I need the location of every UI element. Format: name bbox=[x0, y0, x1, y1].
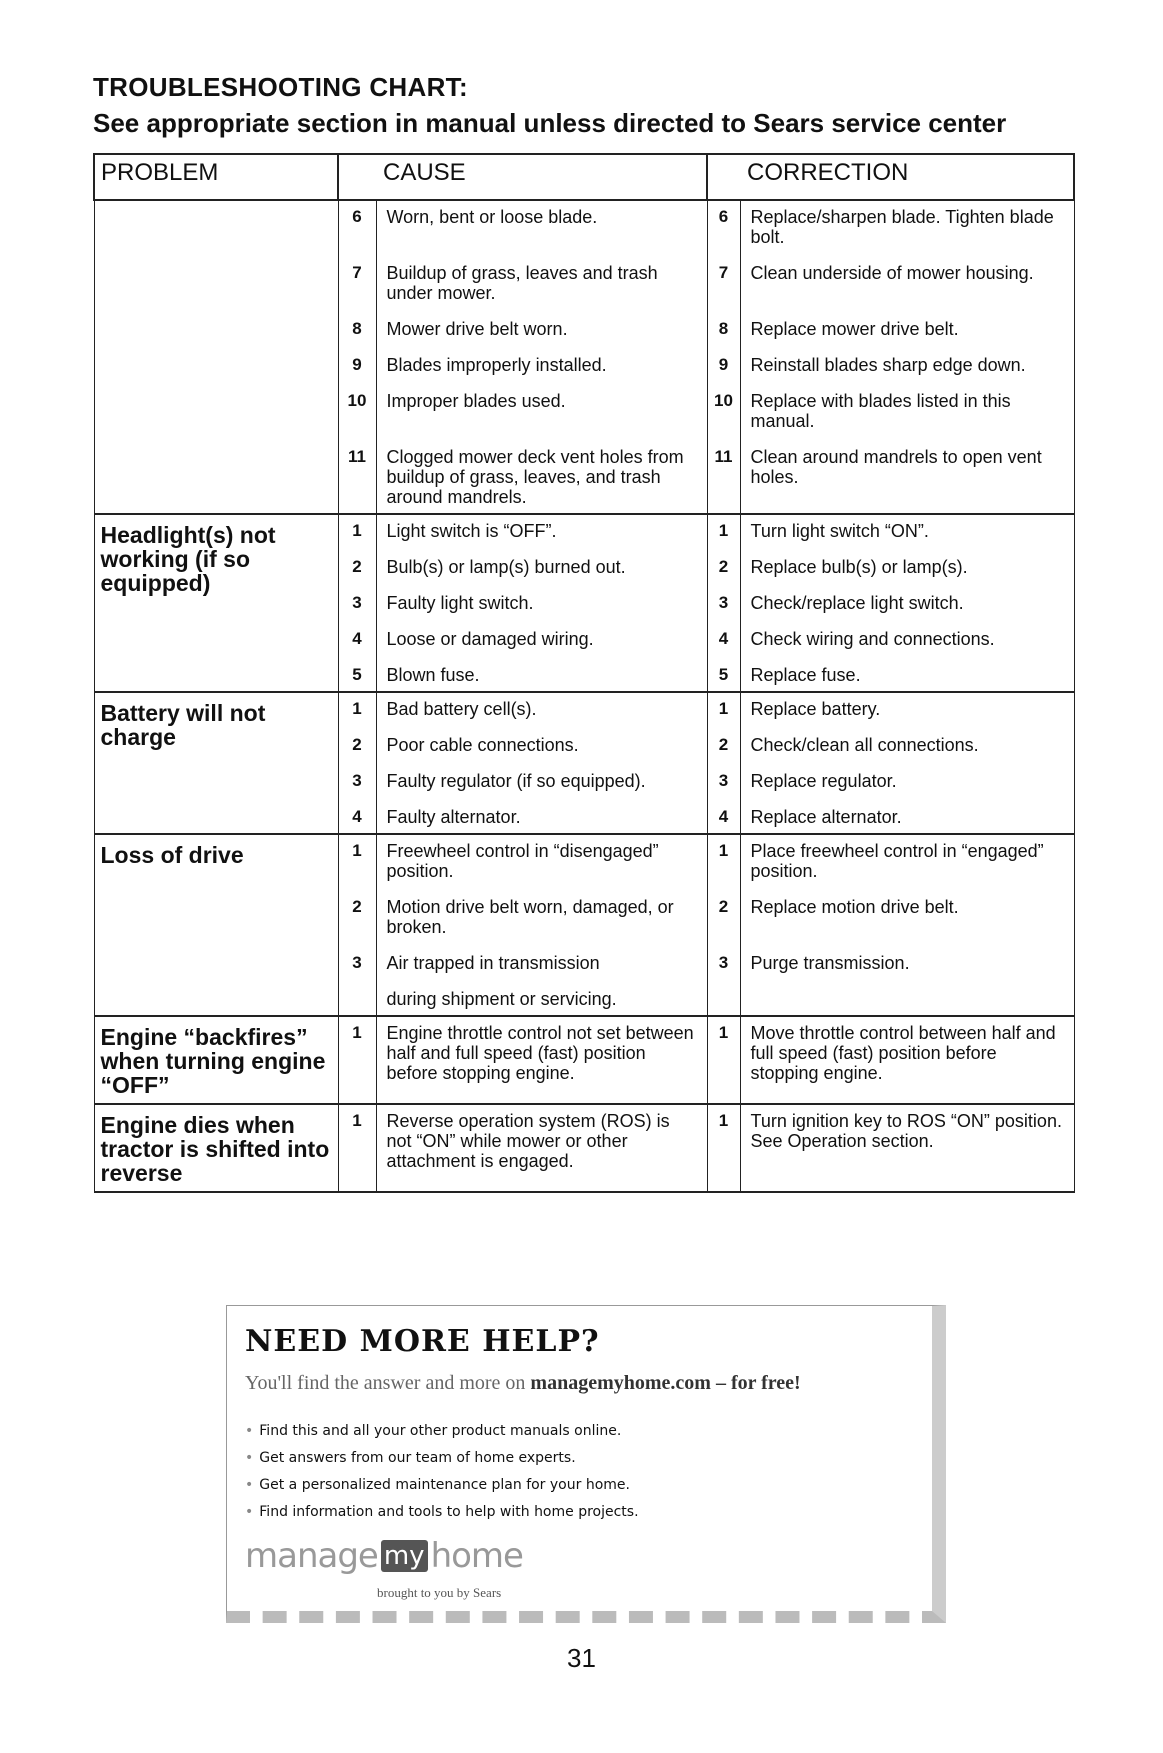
cause-cell: Bulb(s) or lamp(s) burned out. bbox=[376, 551, 707, 587]
table-row bbox=[94, 200, 1074, 257]
cause-cell: during shipment or servicing. bbox=[376, 983, 707, 1016]
problem-cell: Headlight(s) not working (if so equipped) bbox=[94, 514, 338, 692]
correction-cell bbox=[740, 983, 1074, 1016]
cause-number: 3 bbox=[338, 947, 376, 983]
table-row bbox=[94, 1016, 1074, 1104]
page-number: 31 bbox=[567, 1643, 596, 1673]
cause-number: 7 bbox=[338, 257, 376, 313]
cause-cell: Blades improperly installed. bbox=[376, 349, 707, 385]
correction-number: 3 bbox=[707, 765, 740, 801]
header-problem: PROBLEM bbox=[94, 154, 338, 200]
correction-cell: Replace with blades listed in this manual. bbox=[740, 385, 1074, 441]
cause-number: 4 bbox=[338, 801, 376, 834]
correction-cell: Replace/sharpen blade. Tighten blade bolt. bbox=[740, 200, 1074, 257]
problem-section bbox=[94, 692, 1074, 834]
managemyhome-logo: manage my home bbox=[245, 1536, 523, 1576]
problem-cell: Loss of drive bbox=[94, 834, 338, 1016]
cause-cell: Improper blades used. bbox=[376, 385, 707, 441]
correction-number: 11 bbox=[707, 441, 740, 514]
correction-cell: Reinstall blades sharp edge down. bbox=[740, 349, 1074, 385]
correction-cell: Check/replace light switch. bbox=[740, 587, 1074, 623]
cause-number: 3 bbox=[338, 765, 376, 801]
cause-number: 11 bbox=[338, 441, 376, 514]
correction-cell: Replace alternator. bbox=[740, 801, 1074, 834]
help-subtitle-lead: You'll find the answer and more on bbox=[245, 1372, 526, 1394]
correction-number: 3 bbox=[707, 587, 740, 623]
cause-number: 5 bbox=[338, 659, 376, 692]
correction-cell: Replace battery. bbox=[740, 692, 1074, 729]
cause-number: 2 bbox=[338, 891, 376, 947]
correction-cell: Check wiring and connections. bbox=[740, 623, 1074, 659]
correction-cell: Replace fuse. bbox=[740, 659, 1074, 692]
help-title: NEED MORE HELP? bbox=[245, 1324, 600, 1359]
cause-cell: Reverse operation system (ROS) is not “ON” while mower or other attachment is engaged. bbox=[376, 1104, 707, 1192]
correction-cell: Turn ignition key to ROS “ON” position. See Operation section. bbox=[740, 1104, 1074, 1192]
list-item: • Get a personalized maintenance plan for your home. bbox=[245, 1472, 639, 1499]
correction-cell: Replace motion drive belt. bbox=[740, 891, 1074, 947]
correction-cell: Replace regulator. bbox=[740, 765, 1074, 801]
cause-number: 10 bbox=[338, 385, 376, 441]
page-title: TROUBLESHOOTING CHART: bbox=[93, 72, 468, 102]
correction-number: 4 bbox=[707, 623, 740, 659]
list-item: • Get answers from our team of home experts. bbox=[245, 1445, 639, 1472]
cause-cell: Mower drive belt worn. bbox=[376, 313, 707, 349]
correction-number: 10 bbox=[707, 385, 740, 441]
correction-number: 4 bbox=[707, 801, 740, 834]
problem-cell: Engine dies when tractor is shifted into reverse bbox=[94, 1104, 338, 1192]
problem-section bbox=[94, 200, 1074, 514]
header-cause: CAUSE bbox=[338, 154, 707, 200]
correction-number bbox=[707, 983, 740, 1016]
correction-cell: Purge transmission. bbox=[740, 947, 1074, 983]
cause-cell: Worn, bent or loose blade. bbox=[376, 200, 707, 257]
correction-number: 1 bbox=[707, 692, 740, 729]
list-item: • Find this and all your other product manuals online. bbox=[245, 1418, 639, 1445]
cause-number: 6 bbox=[338, 200, 376, 257]
logo-my-box: my bbox=[381, 1540, 428, 1572]
problem-section bbox=[94, 514, 1074, 692]
need-more-help-box bbox=[226, 1305, 946, 1623]
correction-number: 2 bbox=[707, 891, 740, 947]
correction-number: 1 bbox=[707, 1104, 740, 1192]
correction-number: 1 bbox=[707, 1016, 740, 1104]
cause-cell: Light switch is “OFF”. bbox=[376, 514, 707, 551]
cause-number: 8 bbox=[338, 313, 376, 349]
problem-cell bbox=[94, 200, 338, 514]
problem-section bbox=[94, 834, 1074, 1016]
cause-number: 2 bbox=[338, 729, 376, 765]
table-row bbox=[94, 692, 1074, 729]
correction-cell: Move throttle control between half and full speed (fast) position before stopping engine. bbox=[740, 1016, 1074, 1104]
cause-cell: Faulty regulator (if so equipped). bbox=[376, 765, 707, 801]
correction-number: 2 bbox=[707, 729, 740, 765]
cause-cell: Blown fuse. bbox=[376, 659, 707, 692]
list-item: • Find information and tools to help with home projects. bbox=[245, 1499, 639, 1526]
cause-number: 9 bbox=[338, 349, 376, 385]
correction-number: 1 bbox=[707, 514, 740, 551]
table-row bbox=[94, 1104, 1074, 1192]
cause-cell: Air trapped in transmission bbox=[376, 947, 707, 983]
table-header-row bbox=[94, 154, 1074, 200]
help-site-link[interactable]: managemyhome.com – for free! bbox=[530, 1372, 801, 1394]
cause-number: 1 bbox=[338, 692, 376, 729]
correction-number: 6 bbox=[707, 200, 740, 257]
cause-cell: Clogged mower deck vent holes from buildup of grass, leaves, and trash around mandrels. bbox=[376, 441, 707, 514]
header-correction: CORRECTION bbox=[707, 154, 1074, 200]
correction-number: 3 bbox=[707, 947, 740, 983]
correction-number: 5 bbox=[707, 659, 740, 692]
cause-number bbox=[338, 983, 376, 1016]
table-row bbox=[94, 514, 1074, 551]
logo-tagline: brought to you by Sears bbox=[377, 1585, 502, 1600]
cause-cell: Motion drive belt worn, damaged, or broken. bbox=[376, 891, 707, 947]
correction-number: 1 bbox=[707, 834, 740, 891]
cause-number: 1 bbox=[338, 1104, 376, 1192]
problem-cell: Battery will not charge bbox=[94, 692, 338, 834]
cause-cell: Faulty light switch. bbox=[376, 587, 707, 623]
table-row bbox=[94, 834, 1074, 891]
cause-cell: Poor cable connections. bbox=[376, 729, 707, 765]
problem-cell: Engine “backfires” when turning engine “OFF” bbox=[94, 1016, 338, 1104]
cause-number: 1 bbox=[338, 834, 376, 891]
correction-number: 2 bbox=[707, 551, 740, 587]
cause-cell: Loose or damaged wiring. bbox=[376, 623, 707, 659]
cause-cell: Buildup of grass, leaves and trash under mower. bbox=[376, 257, 707, 313]
correction-number: 9 bbox=[707, 349, 740, 385]
problem-section bbox=[94, 1016, 1074, 1104]
help-bullet-list bbox=[245, 1418, 639, 1526]
cause-number: 2 bbox=[338, 551, 376, 587]
correction-number: 7 bbox=[707, 257, 740, 313]
correction-cell: Replace bulb(s) or lamp(s). bbox=[740, 551, 1074, 587]
cause-number: 4 bbox=[338, 623, 376, 659]
correction-cell: Place freewheel control in “engaged” position. bbox=[740, 834, 1074, 891]
problem-section bbox=[94, 1104, 1074, 1192]
correction-cell: Clean underside of mower housing. bbox=[740, 257, 1074, 313]
correction-cell: Clean around mandrels to open vent holes. bbox=[740, 441, 1074, 514]
correction-number: 8 bbox=[707, 313, 740, 349]
troubleshooting-table bbox=[93, 153, 1075, 1193]
page-subtitle: See appropriate section in manual unless directed to Sears service center bbox=[93, 108, 1007, 138]
correction-cell: Check/clean all connections. bbox=[740, 729, 1074, 765]
cause-number: 1 bbox=[338, 514, 376, 551]
correction-cell: Replace mower drive belt. bbox=[740, 313, 1074, 349]
cause-cell: Bad battery cell(s). bbox=[376, 692, 707, 729]
cause-number: 1 bbox=[338, 1016, 376, 1104]
cause-cell: Freewheel control in “disengaged” position. bbox=[376, 834, 707, 891]
correction-cell: Turn light switch “ON”. bbox=[740, 514, 1074, 551]
cause-cell: Engine throttle control not set between half and full speed (fast) position before stopping engine. bbox=[376, 1016, 707, 1104]
help-subtitle bbox=[245, 1372, 801, 1395]
cause-number: 3 bbox=[338, 587, 376, 623]
cause-cell: Faulty alternator. bbox=[376, 801, 707, 834]
